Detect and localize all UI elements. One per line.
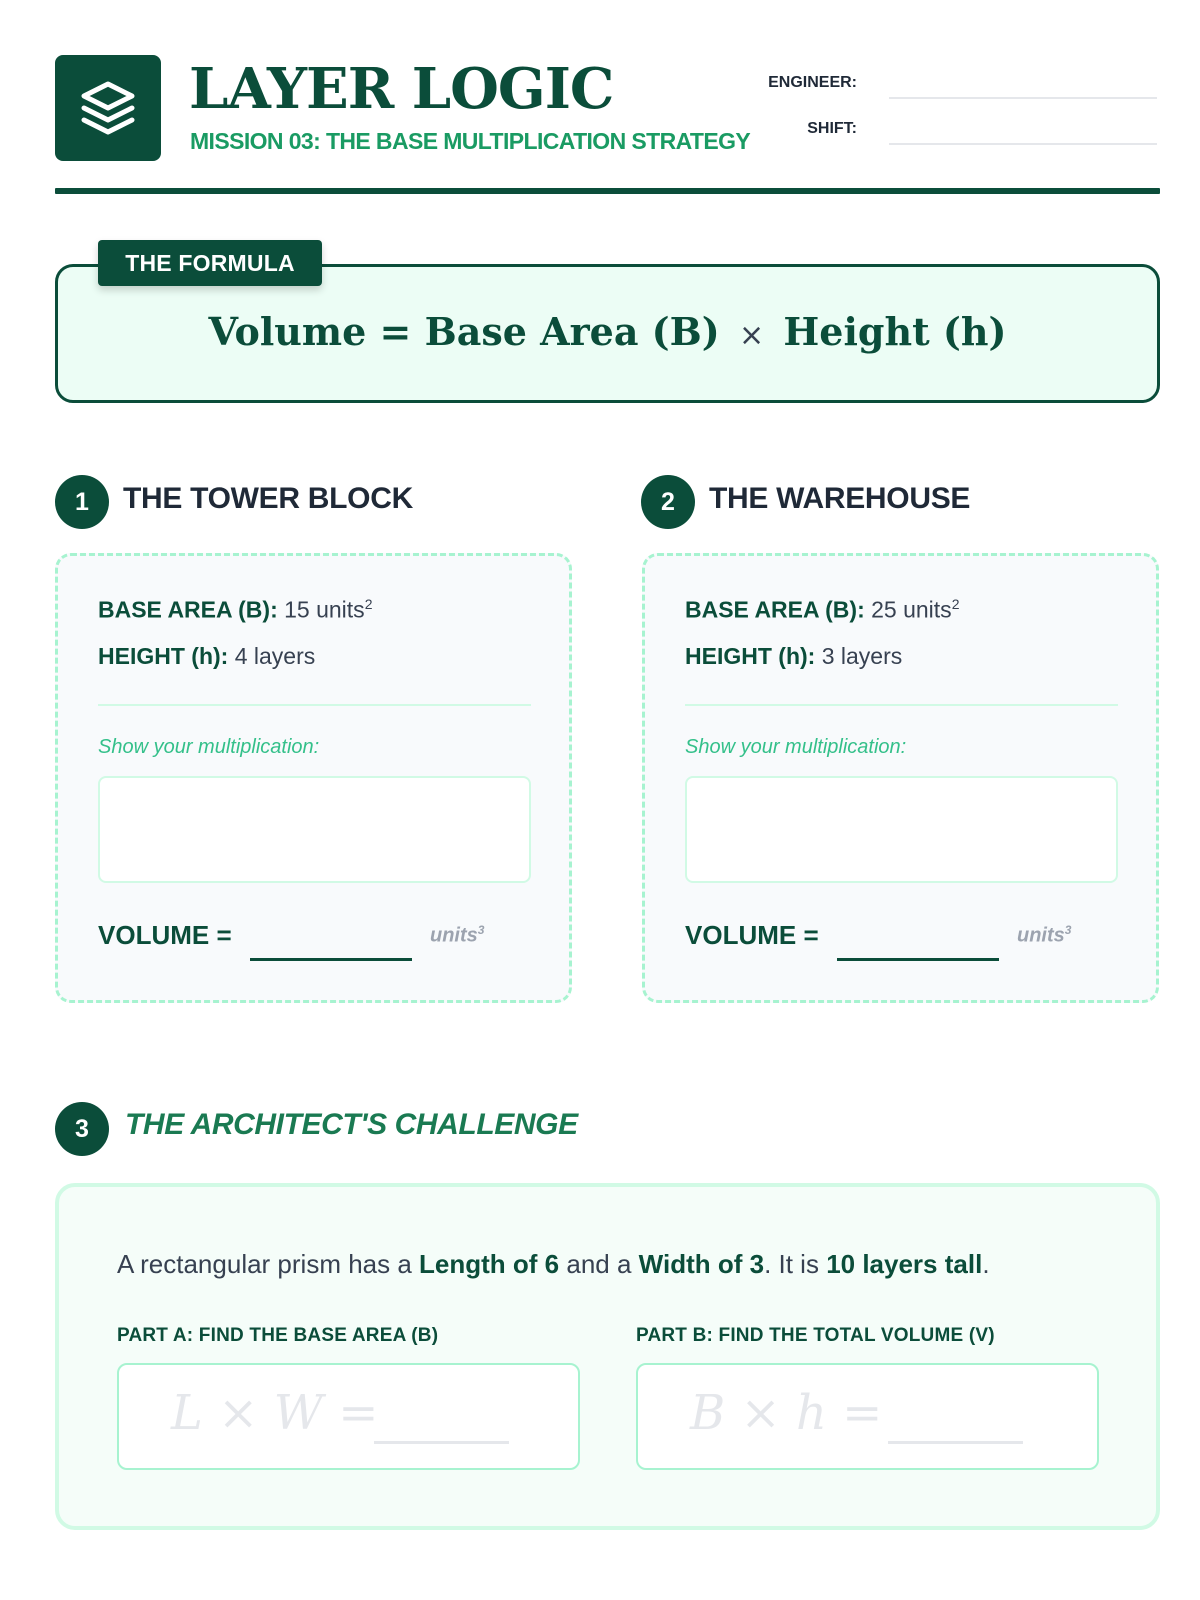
page-title: LAYER LOGIC	[189, 56, 614, 122]
work-area-1[interactable]	[98, 776, 531, 883]
formula-left: Volume = Base Area (B)	[208, 309, 720, 354]
height-2	[685, 643, 902, 670]
layers-icon	[76, 76, 140, 140]
volume-unit	[430, 923, 484, 948]
logo	[55, 55, 161, 161]
height-1	[98, 643, 315, 670]
part-a-expression: L × W =	[171, 1385, 379, 1441]
height-label: HEIGHT (h):	[685, 643, 816, 669]
times-symbol: ×	[739, 318, 765, 353]
challenge-prompt	[117, 1249, 990, 1280]
formula-right: Height (h)	[783, 309, 1007, 354]
page-subtitle: MISSION 03: THE BASE MULTIPLICATION STRATEGY	[190, 128, 751, 154]
layers-value: 10 layers tall	[826, 1249, 983, 1279]
prompt-text: . It is	[764, 1249, 827, 1279]
problem-card-1	[55, 553, 572, 1003]
unit-exponent: 3	[477, 923, 485, 937]
prompt-text: and a	[559, 1249, 639, 1279]
challenge-box	[55, 1183, 1160, 1530]
part-b-answer-line[interactable]	[888, 1441, 1023, 1444]
part-a-answer-line[interactable]	[374, 1441, 509, 1444]
part-a-label: PART A: FIND THE BASE AREA (B)	[117, 1325, 439, 1346]
base-area-1	[98, 596, 372, 624]
problem-number-2: 2	[641, 475, 695, 529]
base-area-2	[685, 596, 959, 624]
unit-text: units	[430, 924, 478, 947]
work-area-2[interactable]	[685, 776, 1118, 883]
problem-number-1: 1	[55, 475, 109, 529]
base-area-value: 15 units	[284, 596, 365, 623]
problem-title-2: THE WAREHOUSE	[709, 482, 971, 515]
volume-unit	[1017, 923, 1071, 948]
part-b-expression: B × h =	[690, 1385, 883, 1441]
shift-label: SHIFT:	[807, 120, 857, 137]
engineer-field[interactable]	[889, 97, 1157, 99]
engineer-label: ENGINEER:	[768, 74, 857, 91]
height-value: 4 layers	[234, 643, 316, 669]
base-area-value: 25 units	[871, 596, 952, 623]
formula-equation	[58, 309, 1157, 354]
part-a-answer-box[interactable]	[117, 1363, 580, 1470]
work-hint: Show your multiplication:	[98, 736, 320, 758]
volume-answer-1[interactable]	[250, 958, 412, 961]
card-divider	[685, 704, 1118, 706]
challenge-title: THE ARCHITECT'S CHALLENGE	[125, 1108, 578, 1141]
worksheet-header	[55, 55, 1160, 195]
card-divider	[98, 704, 531, 706]
formula-tag: THE FORMULA	[98, 240, 322, 286]
base-area-exponent: 2	[951, 596, 960, 612]
header-divider	[55, 188, 1160, 194]
width-value: Width of 3	[638, 1249, 765, 1279]
unit-text: units	[1017, 924, 1065, 947]
volume-label: VOLUME =	[98, 920, 232, 950]
base-area-label: BASE AREA (B):	[98, 596, 278, 623]
challenge-number: 3	[55, 1102, 109, 1156]
prompt-text: .	[982, 1249, 990, 1279]
height-value: 3 layers	[821, 643, 903, 669]
problem-title-1: THE TOWER BLOCK	[123, 482, 413, 515]
problem-card-2	[642, 553, 1159, 1003]
part-b-label: PART B: FIND THE TOTAL VOLUME (V)	[636, 1325, 995, 1346]
height-label: HEIGHT (h):	[98, 643, 229, 669]
work-hint: Show your multiplication:	[685, 736, 907, 758]
unit-exponent: 3	[1064, 923, 1072, 937]
part-b-answer-box[interactable]	[636, 1363, 1099, 1470]
volume-label: VOLUME =	[685, 920, 819, 950]
base-area-label: BASE AREA (B):	[685, 596, 865, 623]
prompt-text: A rectangular prism has a	[117, 1249, 420, 1279]
base-area-exponent: 2	[364, 596, 373, 612]
volume-answer-2[interactable]	[837, 958, 999, 961]
shift-field[interactable]	[889, 143, 1157, 145]
length-value: Length of 6	[419, 1249, 560, 1279]
